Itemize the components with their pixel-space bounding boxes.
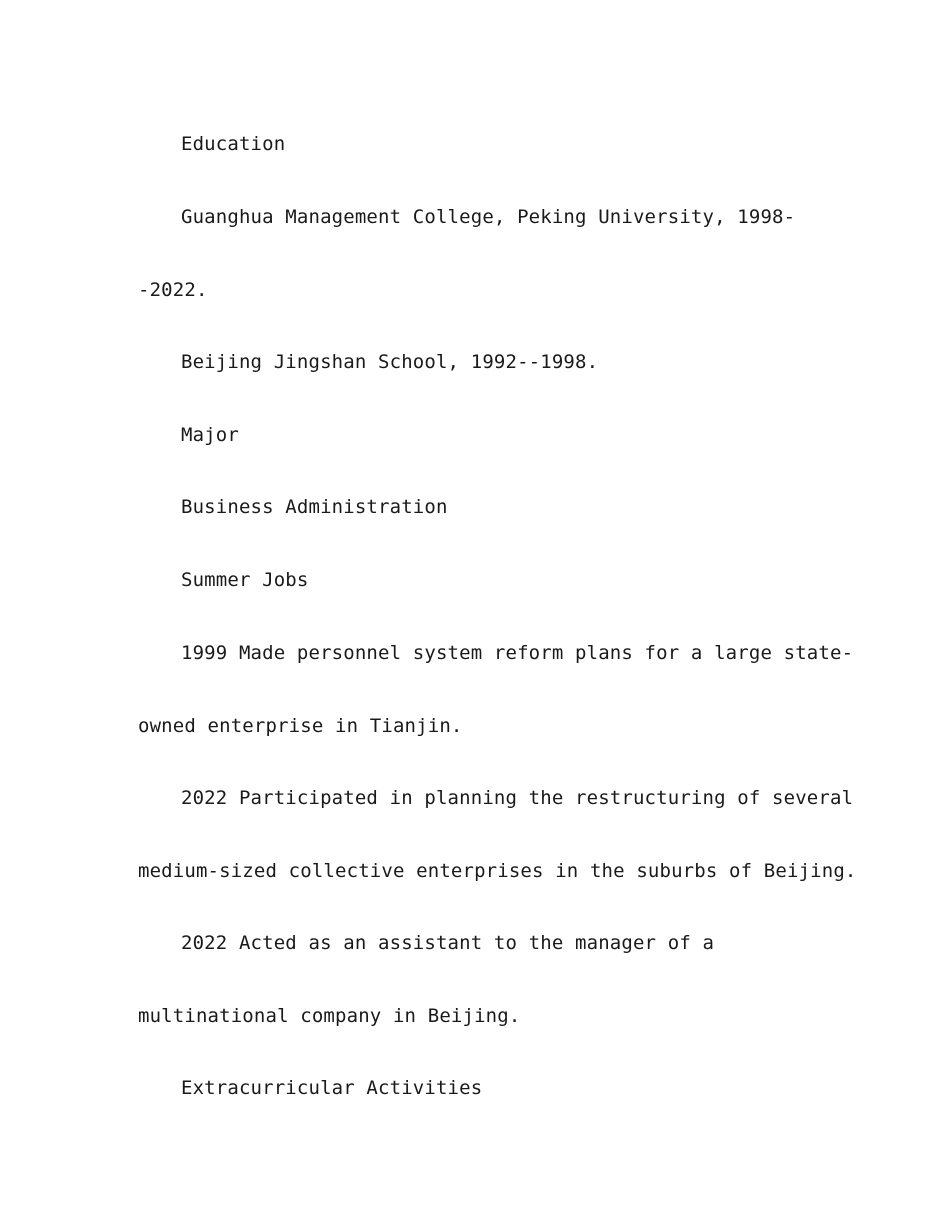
education-entry-line: Guanghua Management College, Peking University, 1998- [181, 206, 796, 228]
job-entry-line: 2022 Participated in planning the restructuring of several [181, 787, 854, 809]
job-entry-line: 1999 Made personnel system reform plans for a large state- [181, 642, 854, 664]
section-heading-summer-jobs: Summer Jobs [181, 569, 309, 591]
section-heading-major: Major [181, 424, 239, 446]
section-heading-education: Education [181, 133, 286, 155]
education-entry-continuation: -2022. [138, 279, 208, 301]
job-entry-continuation: owned enterprise in Tianjin. [138, 715, 463, 737]
job-entry-continuation: medium-sized collective enterprises in the suburbs of Beijing. [138, 860, 857, 882]
job-entry-continuation: multinational company in Beijing. [138, 1005, 521, 1027]
job-entry-line: 2022 Acted as an assistant to the manager of a [181, 932, 715, 954]
section-heading-extracurricular: Extracurricular Activities [181, 1077, 483, 1099]
education-entry-line: Beijing Jingshan School, 1992--1998. [181, 351, 599, 373]
major-value: Business Administration [181, 496, 448, 518]
